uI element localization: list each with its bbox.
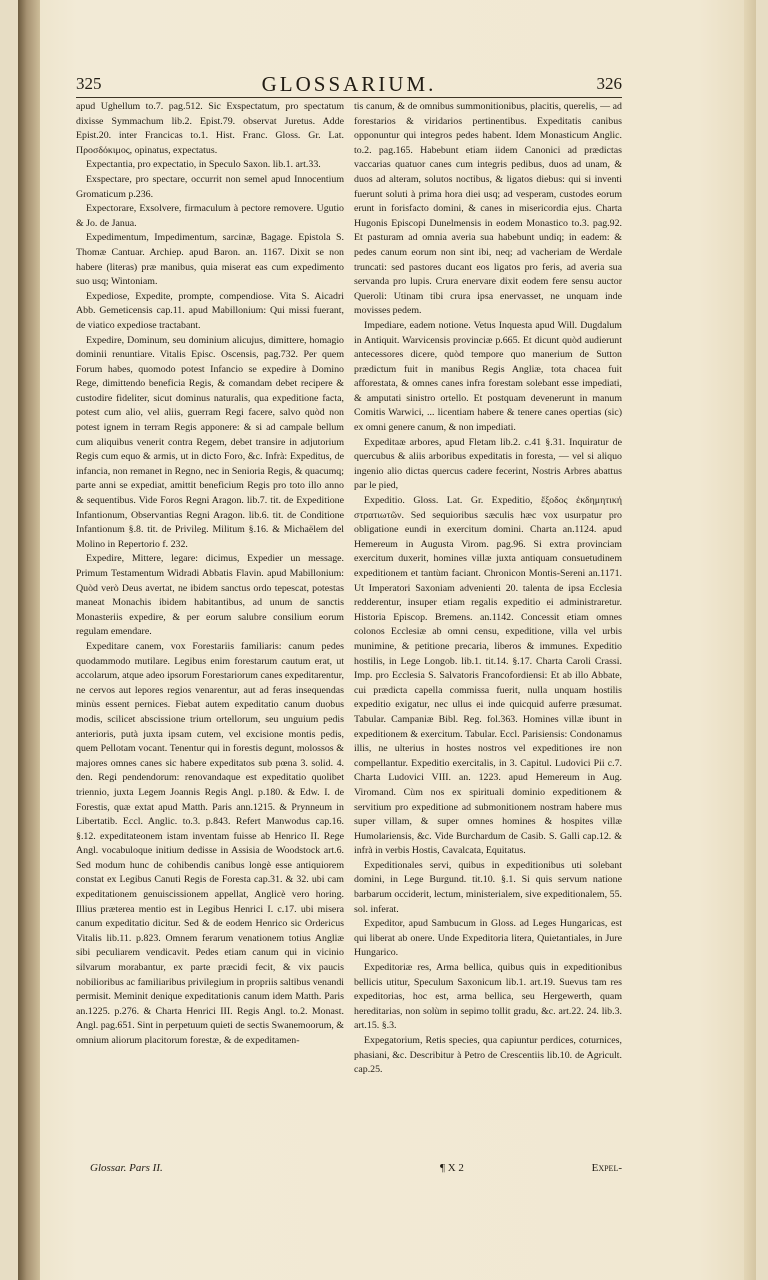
right-column [354, 100, 622, 1160]
page-title: GLOSSARIUM. [261, 72, 437, 96]
entry-paragraph: Impediare, eadem notione. Vetus Inquesta apud Will. Dugdalum in Antiquit. Warvicensis provinciæ p.665. Et dicunt quòd audierunt antecessores dicere, quòd tempore quo manerium de Sutton prædictum fuit in manibus Regis Angliæ, tota chacea fuit afforestata, & omnes canes infra forestam solebant esse impediati, & amputati sinistro ortello. Et postquam devenerunt in manum Comitis Warwici, ... licentiam habere & tenere canes opertias (sic) ex omni genere canum, & non impediati. [354, 319, 622, 434]
signature-mark: ¶ X 2 [440, 1162, 464, 1174]
book-page [18, 0, 756, 1280]
entry-paragraph: Expediose, Expedite, prompte, compendiose. Vita S. Aicadri Abb. Gemeticensis cap.11. apud Mabillonium: Qui missi fuerant, de viatico expediose tractabant. [76, 290, 344, 331]
entry-paragraph: apud Ughellum to.7. pag.512. Sic Exspectatum, pro spectatum dixisse Symmachum lib.2. Epist.79. observat Juretus. Adde Epist.20. inter Francicas to.1. Hist. Franc. Gloss. Gr. Lat. Προσδόκιμος, opinatus, expectatus. [76, 101, 344, 156]
entry-paragraph: Expeditio. Gloss. Lat. Gr. Expeditio, ἔξοδος ἐκδημητική στρατιωτῶν. Sed sequioribus sæculis hæc vox usurpatur pro obligatione eundi in exercitum domini. Charta an.1124. apud Hemereum in Augusta Virom. pag.96. Si extra provinciam exercitum duxerit, homines villæ juxta antiquam consuetudinem expeditionem et tantùm faciant. Chronicon Montis-Sereni an.1171. Ut Imperatori Saxoniam advenienti 20. talenta de ipsa Ecclesia redderentur, insuper etiam regalis expeditio ei administraretur. Historia Episcop. Bremens. an.1142. Concessit etiam omnes colonos Ecclesiæ ab omni censu, expeditione, villa vel urbis munimine, & petitione precaria, liberos & immunes. Expeditio hostilis, in Lege Longob. lib.1. tit.14. §.17. Charta Caroli Crassi. Imp. pro Ecclesia S. Salvatoris Francofordiensi: Et ab illo Abbate, cui prædicta capella commissa fuerit, nulla unquam hostilis expeditio exigatur, nec ullus ei inde quicquid auferre præsumat. Tabular. Campaniæ Bibl. Reg. fol.363. Homines villæ ibunt in expeditionem & exercitum. Tabular. Eccl. Parisiensis: Condonamus illis, ne ulterius in hostes nostros vel expeditiones ire non compellantur. Expeditio exercitalis, in 3. Capitul. Ludovici Pii c.7. Charta Ludovici VIII. an. 1223. apud Hemereum in Aug. Viromand. Cùm nos ex spirituali dominio expeditionem & servitium pro expeditione ad submonitionem nostram habere mus super villam, & super omnes homines & hospites villæ Humolariensis, &c. Vide Burchardum de Casib. S. Galli cap.12. & infrà in verbis Hostis, Cavalcata, Equitatus. [354, 495, 622, 857]
entry-paragraph: tis canum, & de omnibus summonitionibus, placitis, querelis, — ad forestarios & viridarios pertinentibus. Expeditatis canibus opponuntur qui integros pedes habent. Idem Monasticum Anglic. to.2. pag.165. Habebunt etiam iidem Canonici ad prædictas vaccarias quatuor canes cum integris pedibus, duos ad unam, & duos ad alteram, solutos noctibus, & ligatos diebus: qui si inventi fuerunt soluti à prima hora diei usq; ad vesperam, custodes eorum erunt in forisfacto domini, & canes in misericordia ejus. Charta Hugonis Episcopi Dunelmensis in eodem Monastico to.3. pag.92. Et pasturam ad omnia averia sua habebunt undiq; in eadem: & pedes canum eorum non sint ibi, neq; ad vacheriam de Werdale truncati: sed pastores ducant eos ligatos pro feris, ad averia sua servanda pro lupis. Crura enervare dixit eodem fere sensu auctor Queroli: Utinam tibi crura ipsa enervasset, ne unquam inde movisses pedem. [354, 101, 622, 317]
entry-paragraph: Expeditare canem, vox Forestariis familiaris: canum pedes quodammodo mutilare. Legibus enim forestarum cautum erat, ut accolarum, atque adeo ipsorum Forestariorum canes expeditarentur, ne cervos aut lepores regios venarentur, aut ad feras insequendas minùs essent pernices. Fiebat autem expeditatio canum duobus modis, scilicet abscissione trium ortellorum, seu unguium pedis anterioris, putà juxta ipsam cutem, vel excisione montis pedis, quem Pellotam vocant. Tenentur qui in forestis degunt, molossos & majores omnes canes sic habere expeditatos sub pœna 3. solid. 4. den. Regi pendendorum: renovandaque est expeditatio quolibet triennio, juxta Legem Joannis Regis Angl. p.180. & Edw. I. de Forestis, quæ extat apud Matth. Paris ann.1215. & Prynneum in Libertatib. Eccl. Anglic. to.3. p.843. Refert Manwodus cap.16. §.12. expeditateonem istam inventam fuisse ab Henrico II. Rege Angl. vocabuloque initium dedisse in Assisia de Woodstock art.6. Sed modum hunc de cohibendis canibus longè esse antiquiorem constat ex Legibus Canuti Regis de Foresta cap.31. & 32. ubi cam expeditationem genuiscissionem appellat, Anglicè vero horing. Illius præterea mentio est in Legibus Henrici I. c.17. ubi misera canum expeditatio dicitur. Sed & de eodem Henrico sic Ordericus Vitalis lib.11. p.823. Omnem ferarum venationem totius Angliæ sibi peculiarem vendicavit. Pedes etiam canum qui in vicinio silvarum morabantur, ex parte præcidi fecit, & vix paucis nobilioribus ac familiaribus privilegium in propriis saltibus venandi permisit. Meminit denique expeditationis canum idem Matth. Paris an.1225. p.276. & Charta Henrici III. Regis Angl. to.2. Monast. Angl. pag.651. Sint in perpetuum quieti de sectis Swanemoorum, & omnium aliorum placitorum forestæ, & de expeditamen- [76, 640, 344, 1046]
entry-paragraph: Expeditaæ arbores, apud Fletam lib.2. c.41 §.31. Inquiratur de quercubus & aliis arboribus expeditatis in foresta, — vel si aliquo ingenio alio dictas quercus cadere fecerint, Nostris Arbres abattus par le pied, [354, 436, 622, 492]
running-head [76, 72, 622, 96]
entry-paragraph: Expedimentum, Impedimentum, sarcinæ, Bagage. Epistola S. Thomæ Cantuar. Archiep. apud Baron. an. 1167. Dixit se non habere (literas) præ manibus, quia miserat eas cum expedimento suo usq; Wintoniam. [76, 232, 344, 288]
entry-paragraph: Expeditor, apud Sambucum in Gloss. ad Leges Hungaricas, est qui liberat ab onere. Unde Expeditoria litera, Quietantiales, in Jure Hungarico. [354, 918, 622, 959]
page-footer [76, 1162, 622, 1182]
book-spine [18, 0, 40, 1280]
entry-paragraph: Expectorare, Exsolvere, firmaculum à pectore removere. Ugutio & Jo. de Janua. [76, 203, 344, 229]
volume-label: Glossar. Pars II. [90, 1162, 163, 1174]
page-number-right: 326 [596, 74, 622, 93]
header-rule [76, 97, 622, 98]
entry-paragraph: Expectantia, pro expectatio, in Speculo Saxon. lib.1. art.33. [86, 159, 321, 171]
catchword: Expel- [591, 1162, 622, 1174]
entry-paragraph: Expedire, Dominum, seu dominium alicujus, dimittere, homagio dominii renuntiare. Vitalis Episc. Oscensis, pag.732. Per quem Forum habes, quomodo potest Infancio se expedire à Domino Rege, dimittendo beneficia Regis, & comandam debet recipere & custodire fideliter, sicut dominus naturalis, qua expeditione facta, potest cum alio, vel aliis, guerram Regi facere, salvo quòd non potest ignem in terram Regis apponere: & si ad campale bellum cum aliquibus venerit contra Regem, debet transire in adjutorium Regis cum equo & armis, ut in dicto Foro, &c. Infrà: Expeditus, de infancia, non remanet in Regno, nec in Senioria Regis, & quacumq; parte anni se expediat, amittit beneficium Regis pro toto illo anno & sequentibus. Vide Foros Regni Aragon. lib.7. tit. de Expeditione Infantionum, Observantias Regni Aragon. lib.6. tit. de Conditione Infantionum §.8. tit. de Privileg. Militum §.16. & Michaëlem del Molino in Repertorio f. 232. [76, 334, 344, 550]
entry-paragraph: Expeditionales servi, quibus in expeditionibus uti solebant domini, in Lege Burgund. tit.10. §.1. Si quis servum natione barbarum occiderit, lectum, ministerialem, sive expeditionalem, 55. sol. inferat. [354, 859, 622, 915]
entry-paragraph: Expeditoriæ res, Arma bellica, quibus quis in expeditionibus bellicis utitur, Speculum Saxonicum lib.1. art.19. Suevus tam res expeditorias, hoc est, arma bellica, seu Hergewerth, quam hereditarias, non solùm in sepimo tollit gradu, &c. art.22. 24. lib.3. art.15. §.3. [354, 962, 622, 1032]
left-column [76, 100, 344, 1160]
entry-paragraph: Expegatorium, Retis species, qua capiuntur perdices, coturnices, phasiani, &c. Describitur à Petro de Crescentiis lib.10. de Agricult. cap.25. [354, 1035, 622, 1076]
page-number-left: 325 [76, 74, 102, 93]
page-edge [744, 0, 756, 1280]
entry-paragraph: Expedire, Mittere, legare: dicimus, Expedier un message. Primum Testamentum Widradi Abbatis Flavin. apud Mabillonium: Quòd verò Deus avertat, ne ibidem sanctus ordo tepescat, potestas maneat Monachis ibidem habitantibus, ad unum de sanctis Monasteriis expedire, & per eorum salubre consilium eorum regulam emendare. [76, 553, 344, 638]
entry-paragraph: Exspectare, pro spectare, occurrit non semel apud Innocentium Gromaticum p.236. [76, 173, 344, 200]
